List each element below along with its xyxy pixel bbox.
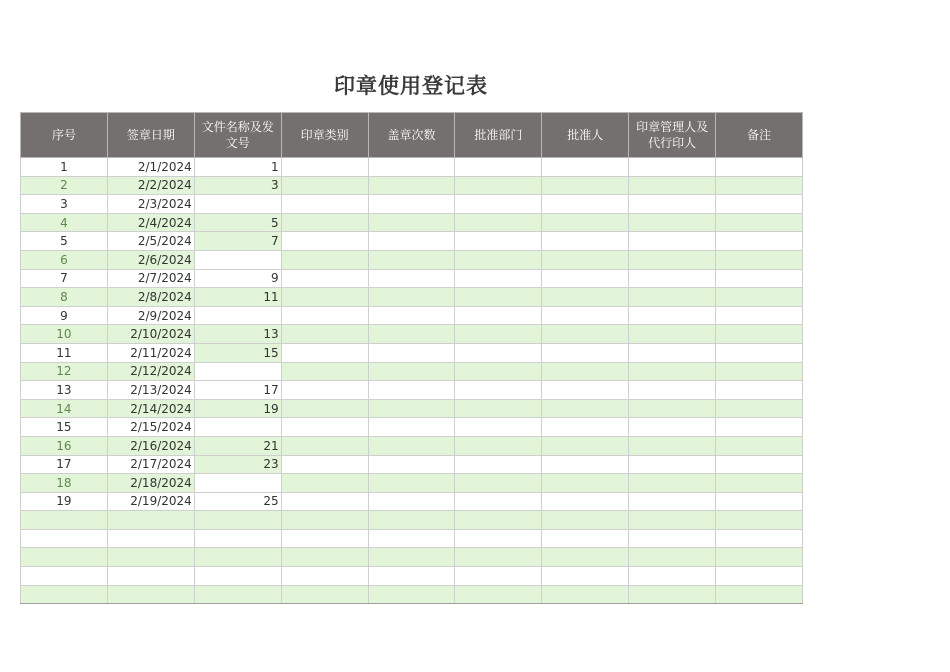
cell-seal-keeper[interactable] xyxy=(629,529,716,548)
cell-seal-type[interactable] xyxy=(281,585,368,604)
cell-approver[interactable] xyxy=(542,306,629,325)
cell-doc[interactable]: 5 xyxy=(194,213,281,232)
cell-seal-type[interactable] xyxy=(281,492,368,511)
cell-approver[interactable] xyxy=(542,232,629,251)
table-row xyxy=(21,511,803,530)
cell-seal-type[interactable] xyxy=(281,269,368,288)
cell-doc[interactable] xyxy=(194,250,281,269)
cell-approver[interactable] xyxy=(542,492,629,511)
header-seal-type: 印章类别 xyxy=(281,113,368,158)
cell-seal-keeper[interactable] xyxy=(629,288,716,307)
cell-remarks[interactable] xyxy=(716,381,803,400)
cell-remarks[interactable] xyxy=(716,288,803,307)
cell-approving-dept[interactable] xyxy=(455,399,542,418)
cell-stamp-count[interactable] xyxy=(368,288,455,307)
cell-date[interactable]: 2/18/2024 xyxy=(107,474,194,493)
cell-seq[interactable]: 1 xyxy=(21,158,108,177)
cell-approver[interactable] xyxy=(542,455,629,474)
cell-doc[interactable] xyxy=(194,529,281,548)
cell-remarks[interactable] xyxy=(716,232,803,251)
cell-stamp-count[interactable] xyxy=(368,418,455,437)
table-row xyxy=(21,195,803,214)
cell-seal-type[interactable] xyxy=(281,548,368,567)
cell-seq[interactable] xyxy=(21,585,108,604)
cell-approving-dept[interactable] xyxy=(455,492,542,511)
cell-doc[interactable]: 11 xyxy=(194,288,281,307)
cell-date[interactable] xyxy=(107,511,194,530)
cell-remarks[interactable] xyxy=(716,418,803,437)
cell-stamp-count[interactable] xyxy=(368,511,455,530)
cell-remarks[interactable] xyxy=(716,158,803,177)
cell-seal-type[interactable] xyxy=(281,288,368,307)
cell-seal-keeper[interactable] xyxy=(629,250,716,269)
cell-approving-dept[interactable] xyxy=(455,325,542,344)
cell-seq[interactable]: 8 xyxy=(21,288,108,307)
header-seal-keeper: 印章管理人及代行印人 xyxy=(629,113,716,158)
cell-seal-type[interactable] xyxy=(281,381,368,400)
cell-seal-keeper[interactable] xyxy=(629,474,716,493)
table-row xyxy=(21,213,803,232)
cell-seq[interactable]: 9 xyxy=(21,306,108,325)
cell-seal-keeper[interactable] xyxy=(629,343,716,362)
table-row xyxy=(21,232,803,251)
cell-approving-dept[interactable] xyxy=(455,306,542,325)
cell-seal-keeper[interactable] xyxy=(629,492,716,511)
cell-approver[interactable] xyxy=(542,250,629,269)
cell-seal-keeper[interactable] xyxy=(629,195,716,214)
table-row xyxy=(21,567,803,586)
table-row xyxy=(21,250,803,269)
cell-seal-keeper[interactable] xyxy=(629,362,716,381)
cell-approving-dept[interactable] xyxy=(455,455,542,474)
cell-stamp-count[interactable] xyxy=(368,567,455,586)
cell-seal-type[interactable] xyxy=(281,158,368,177)
cell-date[interactable]: 2/1/2024 xyxy=(107,158,194,177)
cell-remarks[interactable] xyxy=(716,511,803,530)
cell-stamp-count[interactable] xyxy=(368,269,455,288)
cell-approving-dept[interactable] xyxy=(455,381,542,400)
cell-approver[interactable] xyxy=(542,418,629,437)
cell-seq[interactable]: 17 xyxy=(21,455,108,474)
cell-remarks[interactable] xyxy=(716,567,803,586)
cell-seq[interactable] xyxy=(21,529,108,548)
table-row xyxy=(21,288,803,307)
cell-approver[interactable] xyxy=(542,436,629,455)
cell-seal-type[interactable] xyxy=(281,474,368,493)
cell-seq[interactable] xyxy=(21,511,108,530)
cell-seq[interactable]: 15 xyxy=(21,418,108,437)
cell-approving-dept[interactable] xyxy=(455,343,542,362)
header-seq: 序号 xyxy=(21,113,108,158)
header-remarks: 备注 xyxy=(716,113,803,158)
cell-stamp-count[interactable] xyxy=(368,343,455,362)
cell-approving-dept[interactable] xyxy=(455,250,542,269)
cell-approving-dept[interactable] xyxy=(455,418,542,437)
cell-doc[interactable]: 1 xyxy=(194,158,281,177)
cell-seal-keeper[interactable] xyxy=(629,158,716,177)
table-row xyxy=(21,306,803,325)
cell-remarks[interactable] xyxy=(716,250,803,269)
cell-remarks[interactable] xyxy=(716,529,803,548)
cell-date[interactable]: 2/12/2024 xyxy=(107,362,194,381)
cell-seal-type[interactable] xyxy=(281,529,368,548)
cell-approver[interactable] xyxy=(542,269,629,288)
cell-approver[interactable] xyxy=(542,213,629,232)
cell-remarks[interactable] xyxy=(716,455,803,474)
table-row xyxy=(21,399,803,418)
cell-date[interactable]: 2/9/2024 xyxy=(107,306,194,325)
cell-seal-keeper[interactable] xyxy=(629,418,716,437)
cell-approver[interactable] xyxy=(542,381,629,400)
cell-seq[interactable]: 12 xyxy=(21,362,108,381)
cell-seal-keeper[interactable] xyxy=(629,436,716,455)
cell-date[interactable]: 2/10/2024 xyxy=(107,325,194,344)
cell-date[interactable]: 2/11/2024 xyxy=(107,343,194,362)
table-row xyxy=(21,492,803,511)
table-row xyxy=(21,362,803,381)
cell-date[interactable]: 2/17/2024 xyxy=(107,455,194,474)
cell-seal-keeper[interactable] xyxy=(629,455,716,474)
table-row xyxy=(21,455,803,474)
cell-approver[interactable] xyxy=(542,474,629,493)
table-row xyxy=(21,158,803,177)
cell-approver[interactable] xyxy=(542,158,629,177)
cell-seal-type[interactable] xyxy=(281,567,368,586)
table-row xyxy=(21,436,803,455)
header-date: 签章日期 xyxy=(107,113,194,158)
header-stamp-count: 盖章次数 xyxy=(368,113,455,158)
seal-register-table xyxy=(20,112,803,604)
cell-approving-dept[interactable] xyxy=(455,213,542,232)
cell-seq[interactable]: 5 xyxy=(21,232,108,251)
cell-seq[interactable]: 2 xyxy=(21,176,108,195)
header-document: 文件名称及发文号 xyxy=(194,113,281,158)
cell-stamp-count[interactable] xyxy=(368,158,455,177)
cell-doc[interactable] xyxy=(194,511,281,530)
cell-seal-type[interactable] xyxy=(281,343,368,362)
table-row xyxy=(21,269,803,288)
cell-remarks[interactable] xyxy=(716,399,803,418)
cell-remarks[interactable] xyxy=(716,213,803,232)
cell-seal-keeper[interactable] xyxy=(629,381,716,400)
cell-seal-keeper[interactable] xyxy=(629,213,716,232)
cell-approving-dept[interactable] xyxy=(455,529,542,548)
cell-approving-dept[interactable] xyxy=(455,436,542,455)
cell-seal-keeper[interactable] xyxy=(629,306,716,325)
cell-seal-keeper[interactable] xyxy=(629,399,716,418)
cell-approving-dept[interactable] xyxy=(455,362,542,381)
cell-date[interactable] xyxy=(107,585,194,604)
cell-seal-type[interactable] xyxy=(281,399,368,418)
cell-date[interactable]: 2/5/2024 xyxy=(107,232,194,251)
cell-date[interactable]: 2/14/2024 xyxy=(107,399,194,418)
cell-seal-type[interactable] xyxy=(281,213,368,232)
cell-seq[interactable]: 16 xyxy=(21,436,108,455)
cell-seq[interactable]: 18 xyxy=(21,474,108,493)
cell-stamp-count[interactable] xyxy=(368,474,455,493)
cell-seal-type[interactable] xyxy=(281,436,368,455)
cell-seq[interactable]: 14 xyxy=(21,399,108,418)
cell-date[interactable]: 2/7/2024 xyxy=(107,269,194,288)
header-approving-dept: 批准部门 xyxy=(455,113,542,158)
cell-stamp-count[interactable] xyxy=(368,436,455,455)
cell-approver[interactable] xyxy=(542,548,629,567)
cell-seal-type[interactable] xyxy=(281,362,368,381)
cell-approver[interactable] xyxy=(542,399,629,418)
cell-seq[interactable]: 10 xyxy=(21,325,108,344)
cell-seal-type[interactable] xyxy=(281,455,368,474)
cell-seal-keeper[interactable] xyxy=(629,567,716,586)
cell-doc[interactable]: 15 xyxy=(194,343,281,362)
cell-doc[interactable] xyxy=(194,362,281,381)
cell-date[interactable]: 2/2/2024 xyxy=(107,176,194,195)
cell-stamp-count[interactable] xyxy=(368,455,455,474)
cell-approver[interactable] xyxy=(542,585,629,604)
cell-seq[interactable]: 4 xyxy=(21,213,108,232)
cell-stamp-count[interactable] xyxy=(368,250,455,269)
cell-doc[interactable]: 13 xyxy=(194,325,281,344)
cell-date[interactable]: 2/13/2024 xyxy=(107,381,194,400)
cell-date[interactable]: 2/15/2024 xyxy=(107,418,194,437)
cell-approving-dept[interactable] xyxy=(455,474,542,493)
cell-approver[interactable] xyxy=(542,362,629,381)
cell-stamp-count[interactable] xyxy=(368,548,455,567)
cell-remarks[interactable] xyxy=(716,492,803,511)
cell-approving-dept[interactable] xyxy=(455,511,542,530)
cell-doc[interactable]: 17 xyxy=(194,381,281,400)
cell-approver[interactable] xyxy=(542,343,629,362)
cell-seal-keeper[interactable] xyxy=(629,511,716,530)
cell-stamp-count[interactable] xyxy=(368,492,455,511)
cell-seal-type[interactable] xyxy=(281,250,368,269)
cell-approving-dept[interactable] xyxy=(455,269,542,288)
cell-doc[interactable] xyxy=(194,418,281,437)
cell-doc[interactable] xyxy=(194,585,281,604)
cell-date[interactable]: 2/3/2024 xyxy=(107,195,194,214)
table-row xyxy=(21,325,803,344)
cell-stamp-count[interactable] xyxy=(368,195,455,214)
cell-stamp-count[interactable] xyxy=(368,381,455,400)
table-row xyxy=(21,418,803,437)
cell-date[interactable] xyxy=(107,567,194,586)
cell-remarks[interactable] xyxy=(716,195,803,214)
table-body xyxy=(21,158,803,604)
cell-seq[interactable] xyxy=(21,567,108,586)
table-row xyxy=(21,474,803,493)
cell-seal-keeper[interactable] xyxy=(629,325,716,344)
cell-stamp-count[interactable] xyxy=(368,399,455,418)
cell-stamp-count[interactable] xyxy=(368,325,455,344)
cell-seal-type[interactable] xyxy=(281,176,368,195)
cell-approving-dept[interactable] xyxy=(455,195,542,214)
cell-seq[interactable]: 11 xyxy=(21,343,108,362)
cell-approver[interactable] xyxy=(542,176,629,195)
cell-doc[interactable]: 19 xyxy=(194,399,281,418)
cell-seal-type[interactable] xyxy=(281,195,368,214)
cell-seq[interactable]: 6 xyxy=(21,250,108,269)
cell-seal-keeper[interactable] xyxy=(629,548,716,567)
cell-seal-type[interactable] xyxy=(281,511,368,530)
cell-date[interactable]: 2/4/2024 xyxy=(107,213,194,232)
cell-remarks[interactable] xyxy=(716,176,803,195)
cell-doc[interactable]: 23 xyxy=(194,455,281,474)
cell-stamp-count[interactable] xyxy=(368,529,455,548)
table-row xyxy=(21,176,803,195)
cell-remarks[interactable] xyxy=(716,343,803,362)
cell-approving-dept[interactable] xyxy=(455,567,542,586)
cell-seq[interactable]: 7 xyxy=(21,269,108,288)
cell-approving-dept[interactable] xyxy=(455,158,542,177)
table-row xyxy=(21,381,803,400)
cell-seal-keeper[interactable] xyxy=(629,585,716,604)
cell-remarks[interactable] xyxy=(716,585,803,604)
cell-doc[interactable]: 21 xyxy=(194,436,281,455)
cell-remarks[interactable] xyxy=(716,306,803,325)
cell-stamp-count[interactable] xyxy=(368,585,455,604)
table-row xyxy=(21,585,803,604)
cell-doc[interactable] xyxy=(194,195,281,214)
cell-stamp-count[interactable] xyxy=(368,232,455,251)
cell-approving-dept[interactable] xyxy=(455,288,542,307)
cell-date[interactable]: 2/6/2024 xyxy=(107,250,194,269)
page-title: 印章使用登记表 xyxy=(334,74,488,98)
cell-remarks[interactable] xyxy=(716,269,803,288)
cell-doc[interactable] xyxy=(194,567,281,586)
cell-seal-type[interactable] xyxy=(281,325,368,344)
header-row xyxy=(21,113,803,158)
cell-stamp-count[interactable] xyxy=(368,213,455,232)
table-row xyxy=(21,529,803,548)
cell-date[interactable]: 2/8/2024 xyxy=(107,288,194,307)
cell-doc[interactable]: 9 xyxy=(194,269,281,288)
table-row xyxy=(21,548,803,567)
cell-remarks[interactable] xyxy=(716,362,803,381)
cell-seal-keeper[interactable] xyxy=(629,269,716,288)
cell-doc[interactable] xyxy=(194,474,281,493)
cell-seal-keeper[interactable] xyxy=(629,232,716,251)
table-row xyxy=(21,343,803,362)
cell-approver[interactable] xyxy=(542,325,629,344)
cell-doc[interactable] xyxy=(194,548,281,567)
cell-date[interactable]: 2/19/2024 xyxy=(107,492,194,511)
cell-stamp-count[interactable] xyxy=(368,176,455,195)
cell-doc[interactable] xyxy=(194,306,281,325)
cell-seal-type[interactable] xyxy=(281,418,368,437)
cell-remarks[interactable] xyxy=(716,548,803,567)
cell-stamp-count[interactable] xyxy=(368,362,455,381)
cell-seq[interactable] xyxy=(21,548,108,567)
cell-seq[interactable]: 19 xyxy=(21,492,108,511)
cell-approver[interactable] xyxy=(542,529,629,548)
cell-approver[interactable] xyxy=(542,567,629,586)
cell-seq[interactable]: 13 xyxy=(21,381,108,400)
cell-remarks[interactable] xyxy=(716,474,803,493)
cell-seal-type[interactable] xyxy=(281,232,368,251)
cell-date[interactable] xyxy=(107,529,194,548)
cell-date[interactable]: 2/16/2024 xyxy=(107,436,194,455)
header-approver: 批准人 xyxy=(542,113,629,158)
cell-date[interactable] xyxy=(107,548,194,567)
cell-approver[interactable] xyxy=(542,288,629,307)
cell-remarks[interactable] xyxy=(716,436,803,455)
cell-seal-type[interactable] xyxy=(281,306,368,325)
cell-approving-dept[interactable] xyxy=(455,585,542,604)
cell-remarks[interactable] xyxy=(716,325,803,344)
cell-seal-keeper[interactable] xyxy=(629,176,716,195)
cell-doc[interactable]: 7 xyxy=(194,232,281,251)
cell-approver[interactable] xyxy=(542,511,629,530)
cell-seq[interactable]: 3 xyxy=(21,195,108,214)
cell-stamp-count[interactable] xyxy=(368,306,455,325)
cell-approving-dept[interactable] xyxy=(455,548,542,567)
cell-approving-dept[interactable] xyxy=(455,232,542,251)
cell-approver[interactable] xyxy=(542,195,629,214)
cell-doc[interactable]: 3 xyxy=(194,176,281,195)
cell-approving-dept[interactable] xyxy=(455,176,542,195)
cell-doc[interactable]: 25 xyxy=(194,492,281,511)
